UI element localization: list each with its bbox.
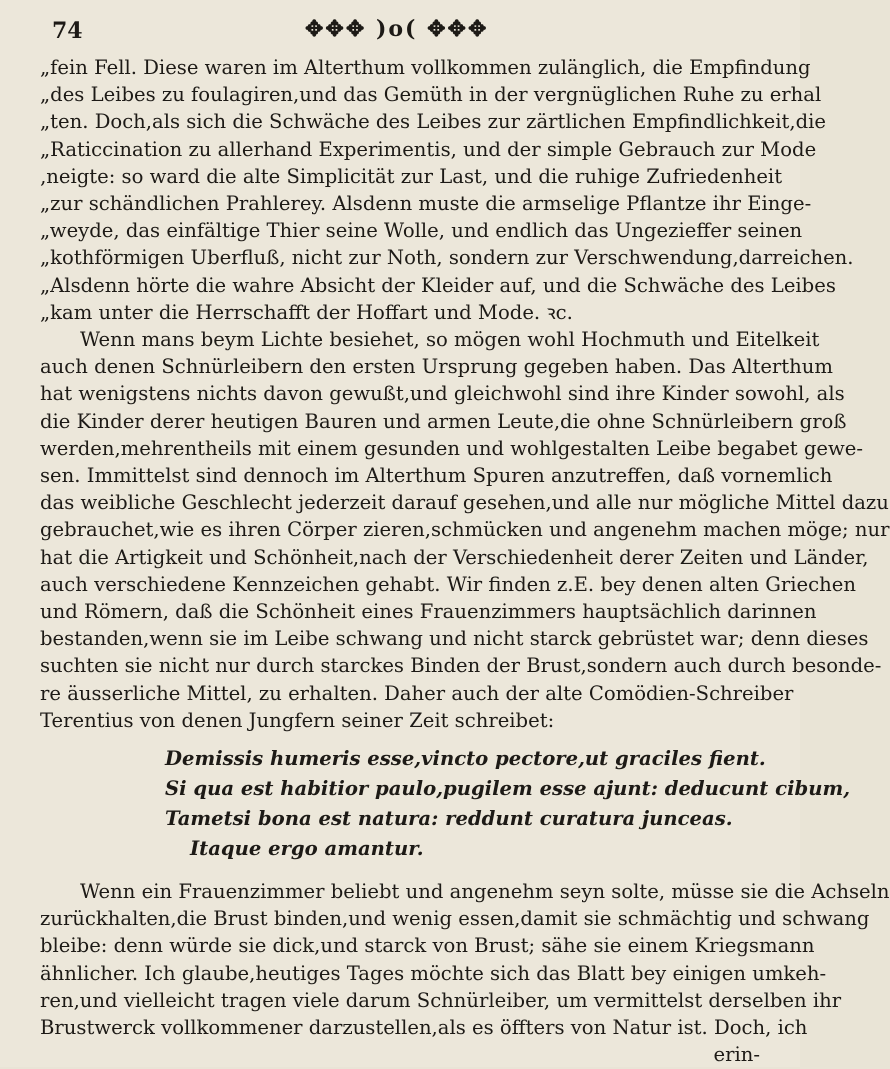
text-line: auch denen Schnürleibern den ersten Ursprung gegeben haben. Das Alterthum (40, 355, 833, 379)
text-line: Wenn ein Frauenzimmer beliebt und angenehm seyn solte, müsse sie die Achseln (80, 880, 890, 904)
text-line: „zur schändlichen Prahlerey. Alsdenn muste die armselige Pflantze ihr Einge- (40, 192, 812, 216)
text-line: das weibliche Geschlecht jederzeit darauf gesehen,und alle nur mögliche Mittel dazu (40, 491, 889, 515)
verse-line: Itaque ergo amantur. (190, 837, 424, 861)
text-line: ‚neigte: so ward die alte Simplicität zur Last, und die ruhige Zufriedenheit (40, 164, 783, 188)
text-line: Wenn mans beym Lichte besiehet, so mögen wohl Hochmuth und Eitelkeit (80, 328, 820, 352)
text-line: „weyde, das einfältige Thier seine Wolle, und endlich das Ungezieffer seinen (40, 219, 803, 243)
verse-line: Demissis humeris esse,vincto pectore,ut graciles fient. (165, 747, 766, 771)
text-line: Terentius von denen Jungfern seiner Zeit schreibet: (40, 708, 555, 732)
catchword: erin- (713, 1043, 760, 1067)
verse-line: Si qua est habitior paulo,pugilem esse ajunt: deducunt cibum, (165, 777, 851, 801)
text-line: hat wenigstens nichts davon gewußt,und gleichwohl sind ihre Kinder sowohl, als (40, 382, 845, 406)
text-line: re äusserliche Mittel, zu erhalten. Daher auch der alte Comödien-Schreiber (40, 681, 794, 705)
text-line: suchten sie nicht nur durch starckes Binden der Brust,sondern auch durch besonde- (40, 654, 882, 678)
text-line: die Kinder derer heutigen Bauren und armen Leute,die ohne Schnürleibern groß (40, 409, 847, 433)
page-header (40, 16, 768, 54)
page-number: 74 (52, 18, 83, 44)
text-line: ähnlicher. Ich glaube,heutiges Tages möchte sich das Blatt bey einigen umkeh- (40, 961, 827, 985)
text-line: Brustwerck vollkommener darzustellen,als es öffters von Natur ist. Doch, ich (40, 1016, 808, 1040)
text-line: und Römern, daß die Schönheit eines Frauenzimmers hauptsächlich darinnen (40, 600, 817, 624)
paragraph-quote (40, 54, 854, 326)
text-line: „des Leibes zu foulagiren,und das Gemüth in der vergnüglichen Ruhe zu erhal (40, 83, 822, 107)
text-line: „kothförmigen Uberfluß, nicht zur Noth, sondern zur Verschwendung,darreichen. (40, 246, 854, 270)
text-line: „ten. Doch,als sich die Schwäche des Leibes zur zärtlichen Empfindlichkeit,die (40, 110, 827, 134)
text-line: „Raticcination zu allerhand Experimentis, und der simple Gebrauch zur Mode (40, 137, 817, 161)
verse-line: Tametsi bona est natura: reddunt curatura junceas. (165, 807, 733, 831)
text-line: bestanden,wenn sie im Leibe schwang und nicht starck gebrüstet war; denn dieses (40, 627, 869, 651)
text-line: „kam unter die Herrschafft der Hoffart und Mode. ꝛc. (40, 300, 573, 324)
text-line: hat die Artigkeit und Schönheit,nach der Verschiedenheit derer Zeiten und Länder, (40, 545, 869, 569)
text-line: gebrauchet,wie es ihren Cörper zieren,schmücken und angenehm machen möge; nur (40, 518, 890, 542)
paragraph-main (40, 326, 890, 734)
text-line: „Alsdenn hörte die wahre Absicht der Kleider auf, und die Schwäche des Leibes (40, 273, 836, 297)
text-line: ren,und vielleicht tragen viele darum Schnürleiber, um vermittelst derselben ihr (40, 988, 842, 1012)
text-line: bleibe: denn würde sie dick,und starck von Brust; sähe sie einem Kriegsmann (40, 934, 815, 958)
header-ornament: ✥✥✥ )o( ✥✥✥ (305, 16, 489, 42)
text-line: „fein Fell. Diese waren im Alterthum vollkommen zulänglich, die Empfindung (40, 56, 811, 79)
paragraph-closing (40, 878, 890, 1068)
latin-verse-quote (40, 744, 851, 864)
text-line: zurückhalten,die Brust binden,und wenig essen,damit sie schmächtig und schwang (40, 907, 870, 931)
text-line: auch verschiedene Kennzeichen gehabt. Wir finden z.E. bey denen alten Griechen (40, 572, 856, 596)
text-line: sen. Immittelst sind dennoch im Alterthum Spuren anzutreffen, daß vornemlich (40, 464, 833, 488)
text-line: werden,mehrentheils mit einem gesunden und wohlgestalten Leibe begabet gewe- (40, 436, 864, 460)
